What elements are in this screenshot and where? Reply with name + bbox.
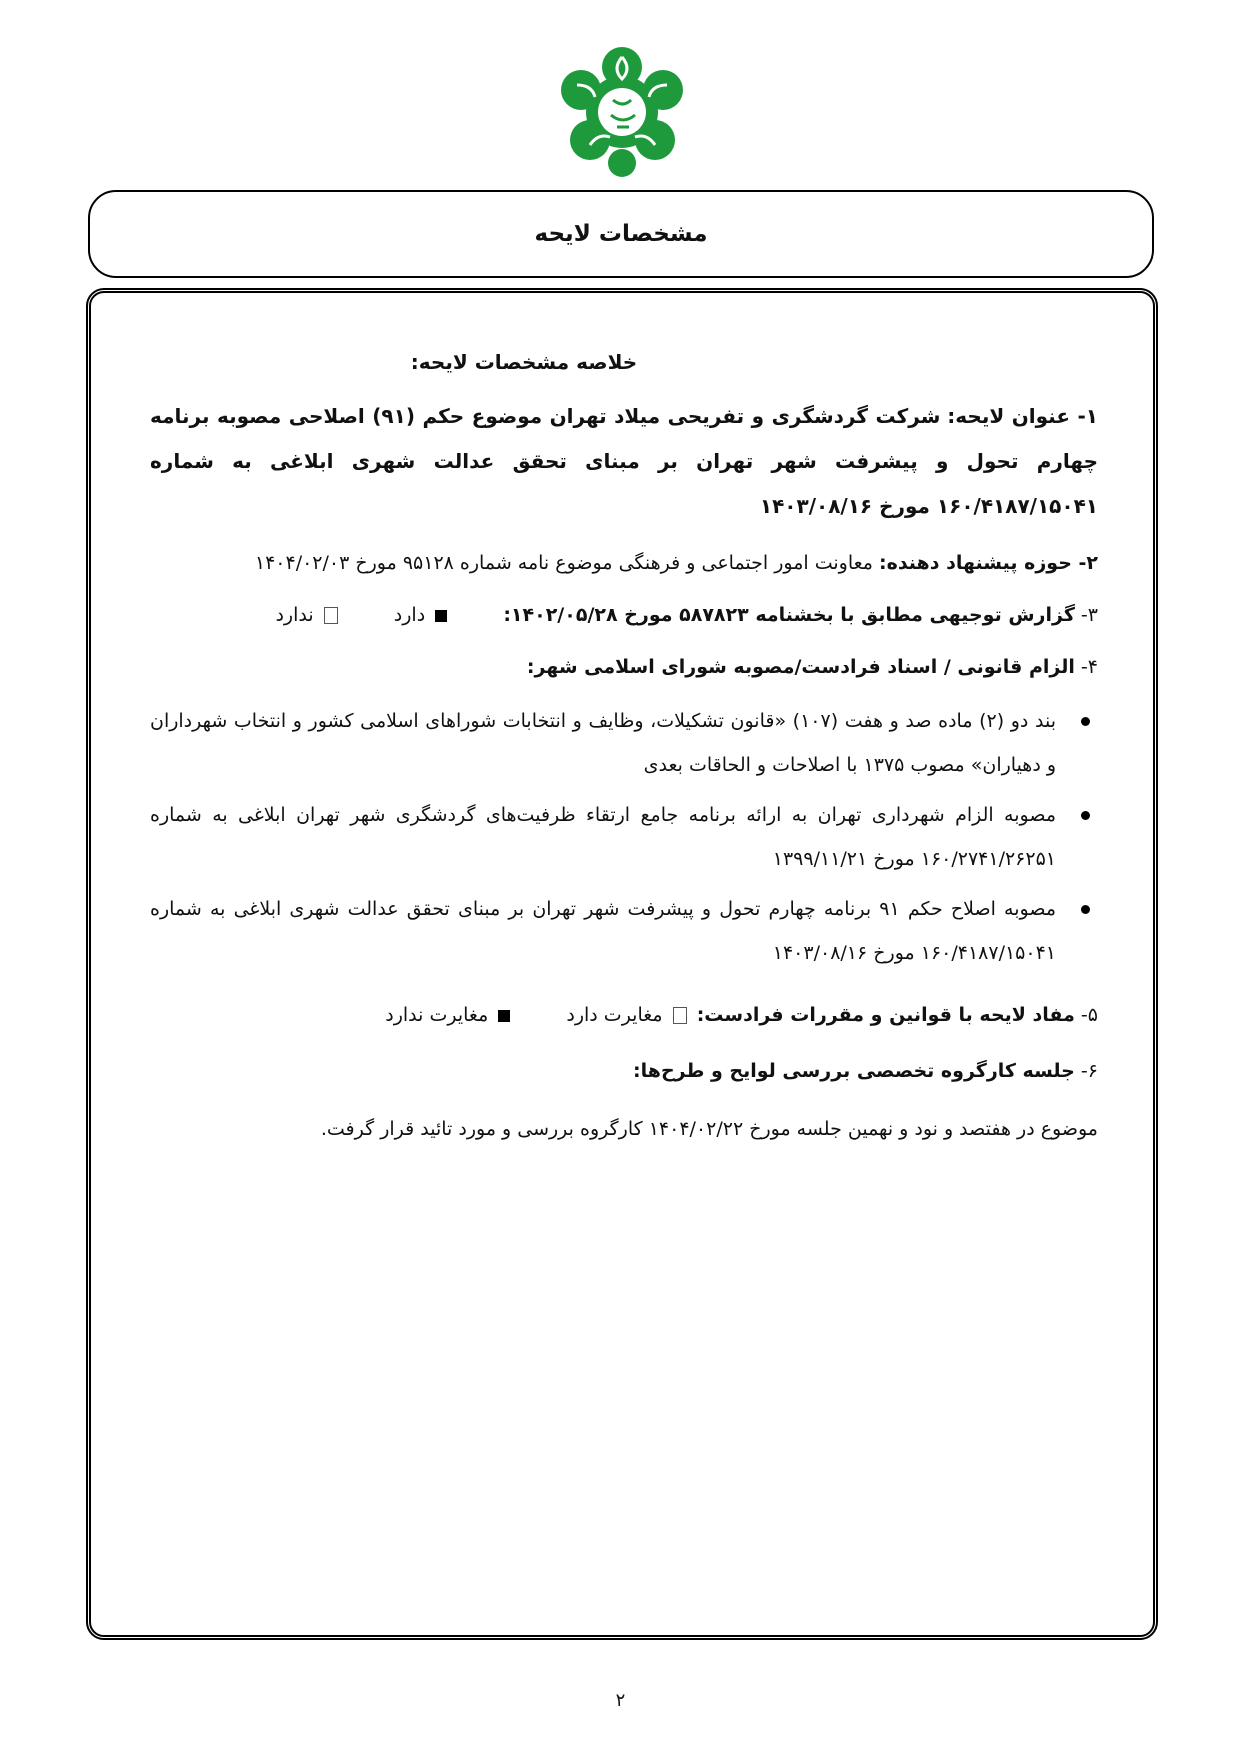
- page-number: ۲: [615, 1690, 626, 1711]
- summary-heading: خلاصه مشخصات لایحه:: [410, 350, 638, 374]
- item-3-label: گزارش توجیهی مطابق با بخشنامه ۵۸۷۸۲۳ مورخ ۱۴۰۲/۰۵/۲۸:: [503, 604, 1075, 626]
- list-item: مصوبه اصلاح حکم ۹۱ برنامه چهارم تحول و پیشرفت شهر تهران بر مبنای تحقق عدالت شهری ابلاغی به شماره ۱۶۰/۴۱۸۷/۱۵۰۴۱ مورخ ۱۴۰۳/۰۸/۱۶: [150, 887, 1056, 975]
- item-1-text: شرکت گردشگری و تفریحی میلاد تهران موضوع حکم (۹۱) اصلاحی مصوبه برنامه چهارم تحول و پیشرفت شهر تهران بر مبنای تحقق عدالت شهری ابلاغی به شماره ۱۶۰/۴۱۸۷/۱۵۰۴۱ مورخ ۱۴۰۳/۰۸/۱۶: [150, 404, 1098, 518]
- item-2-text: معاونت امور اجتماعی و فرهنگی موضوع نامه شماره ۹۵۱۲۸ مورخ ۱۴۰۴/۰۲/۰۳: [254, 552, 873, 574]
- option-conflict: مغایرت دارد: [566, 1004, 663, 1026]
- list-item: بند دو (۲) ماده صد و هفت (۱۰۷) «قانون تشکیلات، وظایف و انتخابات شوراهای اسلامی کشور و انتخاب شهرداران و دهیاران» مصوب ۱۳۷۵ با اصلاحات و الحاقات بعدی: [150, 699, 1056, 787]
- title-box: [88, 190, 1154, 278]
- item-6-heading: [150, 1049, 1098, 1093]
- checkbox-conflict: [673, 1007, 687, 1024]
- item-6-text: موضوع در هفتصد و نود و نهمین جلسه مورخ ۱۴۰۴/۰۲/۲۲ کارگروه بررسی و مورد تائید قرار گرفت.: [320, 1118, 1098, 1140]
- item-6-num: ۶-: [1080, 1060, 1098, 1082]
- option-no-conflict: مغایرت ندارد: [385, 1004, 489, 1026]
- item-2-label: ۲- حوزه پیشنهاد دهنده:: [879, 552, 1098, 574]
- legal-requirements-list: [150, 699, 1098, 975]
- checkbox-no-report: [324, 607, 338, 624]
- item-3-report: [150, 593, 1098, 637]
- item-2-proposer: [150, 541, 1098, 585]
- item-4-label: الزام قانونی / اسناد فرادست/مصوبه شورای اسلامی شهر:: [526, 656, 1075, 678]
- tehran-municipality-logo: [555, 45, 690, 180]
- list-item: مصوبه الزام شهرداری تهران به ارائه برنامه جامع ارتقاء ظرفیت‌های گردشگری شهر تهران ابلاغی به شماره ۱۶۰/۲۷۴۱/۲۶۲۵۱ مورخ ۱۳۹۹/۱۱/۲۱: [150, 793, 1056, 881]
- item-3-num: ۳-: [1080, 604, 1098, 626]
- bill-content: [150, 350, 1098, 1151]
- item-5-num: ۵-: [1080, 1004, 1098, 1026]
- item-5-label: مفاد لایحه با قوانین و مقررات فرادست:: [696, 1004, 1075, 1026]
- item-6-label: جلسه کارگروه تخصصی بررسی لوایح و طرح‌ها:: [633, 1060, 1075, 1082]
- checkbox-no-conflict-checked: [498, 1010, 510, 1022]
- page-title: مشخصات لایحه: [534, 221, 708, 247]
- item-1-label: ۱- عنوان لایحه:: [947, 404, 1099, 428]
- option-has-report: دارد: [393, 604, 426, 626]
- item-1-title: [150, 394, 1098, 529]
- item-5-compliance: [150, 993, 1098, 1037]
- checkbox-has-report-checked: [435, 610, 447, 622]
- option-no-report: ندارد: [275, 604, 314, 626]
- item-4-heading: [150, 645, 1098, 689]
- item-4-num: ۴-: [1080, 656, 1098, 678]
